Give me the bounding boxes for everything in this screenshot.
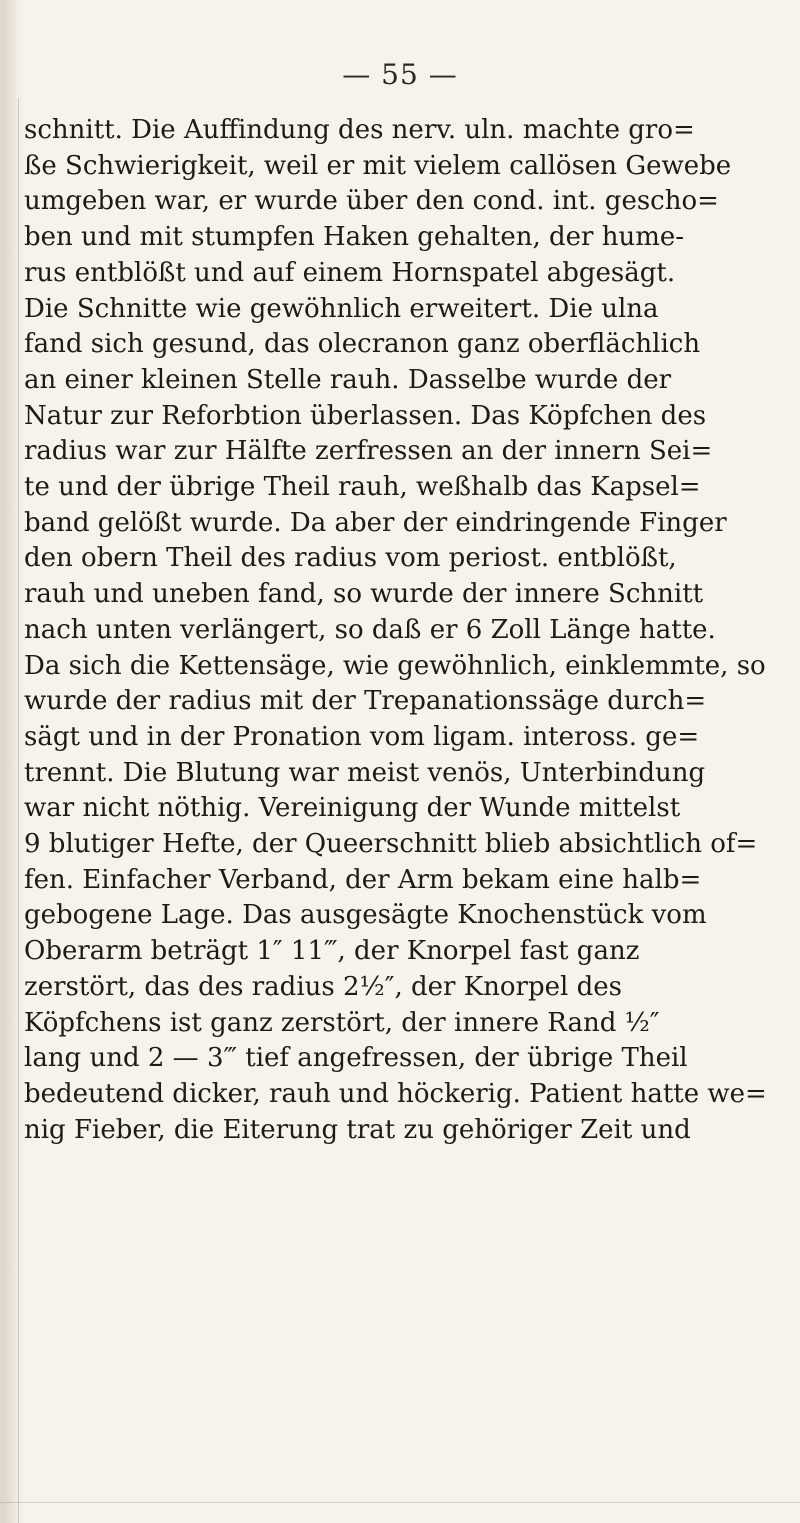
text-line-12: band gelößt wurde. Da aber der eindringende Finger — [24, 507, 727, 538]
text-line-7: fand sich gesund, das olecranon ganz oberflächlich — [24, 329, 701, 360]
text-line-25: zerstört, das des radius 2½″, der Knorpel des — [24, 971, 622, 1002]
bottom-page-edge — [0, 1502, 800, 1503]
text-line-18: sägt und in der Pronation vom ligam. inteross. ge= — [24, 721, 700, 752]
text-line-15: nach unten verlängert, so daß er 6 Zoll Länge hatte. — [24, 614, 716, 645]
text-line-20: war nicht nöthig. Vereinigung der Wunde mittelst — [24, 793, 681, 824]
page-binding-shadow — [0, 0, 18, 1523]
text-line-8: an einer kleinen Stelle rauh. Dasselbe wurde der — [24, 364, 672, 395]
text-line-6: Die Schnitte wie gewöhnlich erweitert. Die ulna — [24, 293, 659, 324]
text-line-19: trennt. Die Blutung war meist venös, Unterbindung — [24, 757, 706, 788]
left-page-rule — [18, 98, 19, 1523]
text-line-1: schnitt. Die Auffindung des nerv. uln. machte gro= — [24, 115, 695, 145]
text-line-2: ße Schwierigkeit, weil er mit vielem callösen Gewebe — [24, 150, 732, 181]
text-line-17: wurde der radius mit der Trepanationssäge durch= — [24, 686, 707, 717]
text-line-14: rauh und uneben fand, so wurde der innere Schnitt — [24, 579, 704, 610]
page-number-header: — 55 — — [342, 58, 458, 91]
text-line-16: Da sich die Kettensäge, wie gewöhnlich, einklemmte, so — [24, 650, 766, 681]
text-line-3: umgeben war, er wurde über den cond. int. gescho= — [24, 186, 719, 217]
text-line-9: Natur zur Reforbtion überlassen. Das Köpfchen des — [24, 400, 707, 431]
text-line-21: 9 blutiger Hefte, der Queerschnitt blieb absichtlich of= — [24, 829, 758, 860]
text-line-28: bedeutend dicker, rauh und höckerig. Patient hatte we= — [24, 1078, 767, 1109]
text-line-10: radius war zur Hälfte zerfressen an der innern Sei= — [24, 436, 713, 467]
body-text — [24, 113, 770, 1148]
text-line-24: Oberarm beträgt 1″ 11‴, der Knorpel fast ganz — [24, 936, 640, 967]
text-line-23: gebogene Lage. Das ausgesägte Knochenstück vom — [24, 900, 707, 931]
text-line-22: fen. Einfacher Verband, der Arm bekam eine halb= — [24, 864, 702, 895]
text-line-5: rus entblößt und auf einem Hornspatel abgesägt. — [24, 257, 676, 288]
text-line-29: nig Fieber, die Eiterung trat zu gehöriger Zeit und — [24, 1114, 691, 1145]
text-line-13: den obern Theil des radius vom periost. entblößt, — [24, 543, 677, 574]
text-line-4: ben und mit stumpfen Haken gehalten, der hume- — [24, 222, 685, 253]
text-line-11: te und der übrige Theil rauh, weßhalb das Kapsel= — [24, 472, 701, 503]
text-line-27: lang und 2 — 3‴ tief angefressen, der übrige Theil — [24, 1043, 688, 1074]
text-line-26: Köpfchens ist ganz zerstört, der innere Rand ½″ — [24, 1007, 660, 1038]
